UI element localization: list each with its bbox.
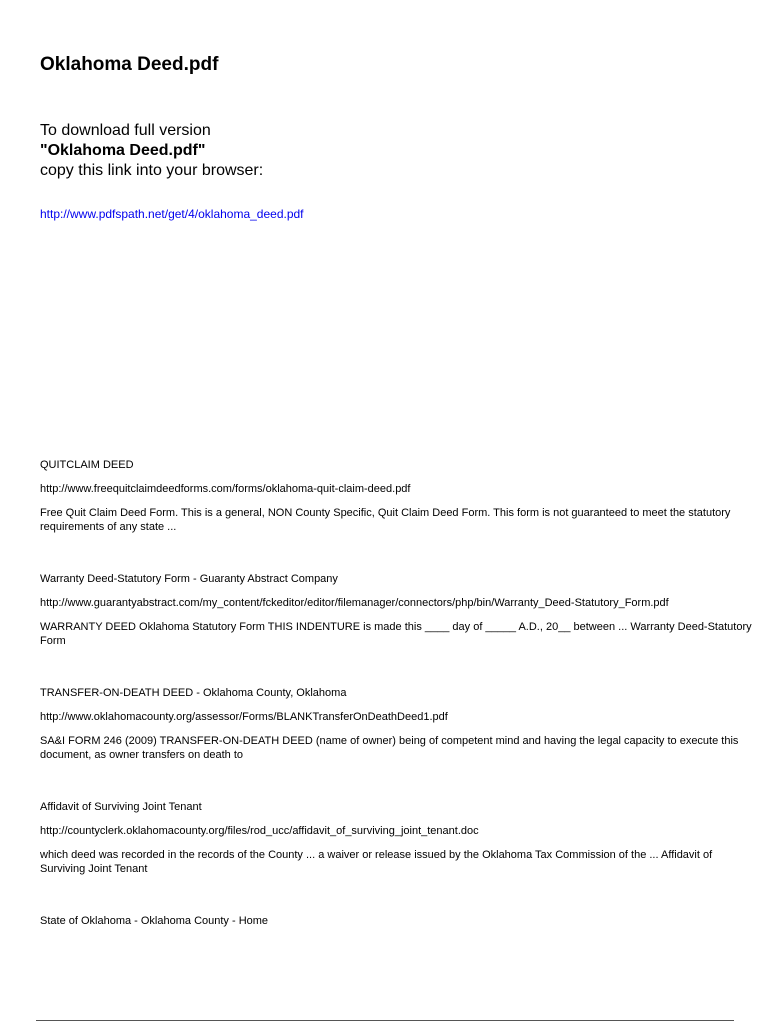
result-title: Affidavit of Surviving Joint Tenant (40, 801, 202, 813)
results-list (40, 458, 755, 966)
intro-line-3: copy this link into your browser: (40, 162, 264, 179)
result-description: SA&I FORM 246 (2009) TRANSFER-ON-DEATH DEED (name of owner) being of competent mind and having the legal capacity to execute this document, as owner transfers on death to (40, 735, 739, 761)
result-url: http://www.freequitclaimdeedforms.com/forms/oklahoma-quit-claim-deed.pdf (40, 483, 411, 495)
result-url: http://countyclerk.oklahomacounty.org/files/rod_ucc/affidavit_of_surviving_joint_tenant.doc (40, 825, 479, 837)
intro-filename: "Oklahoma Deed.pdf" (40, 142, 206, 159)
page-bottom-rule (36, 1020, 734, 1021)
result-url: http://www.guarantyabstract.com/my_content/fckeditor/editor/filemanager/connectors/php/bin/Warranty_Deed-Statutory_Form.pdf (40, 597, 669, 609)
result-item (40, 572, 755, 648)
result-title: TRANSFER-ON-DEATH DEED - Oklahoma County, Oklahoma (40, 687, 347, 699)
document-title: Oklahoma Deed.pdf (40, 54, 219, 75)
result-title: State of Oklahoma - Oklahoma County - Home (40, 915, 269, 927)
result-item (40, 686, 755, 762)
download-intro (40, 121, 263, 181)
result-description: Free Quit Claim Deed Form. This is a general, NON County Specific, Quit Claim Deed Form. This form is not guaranteed to meet the statutory requirements of any state ... (40, 507, 731, 533)
result-item (40, 800, 755, 876)
result-item (40, 914, 755, 928)
intro-line-1: To download full version (40, 122, 211, 139)
result-title: QUITCLAIM DEED (40, 459, 134, 471)
result-description: WARRANTY DEED Oklahoma Statutory Form THIS INDENTURE is made this ____ day of _____ A.D., 20__ between ... Warranty Deed-Statutory Form (40, 621, 752, 647)
result-url: http://www.oklahomacounty.org/assessor/Forms/BLANKTransferOnDeathDeed1.pdf (40, 711, 448, 723)
result-description: which deed was recorded in the records of the County ... a waiver or release issued by the Oklahoma Tax Commission of the ... Affidavit of Surviving Joint Tenant (40, 849, 713, 875)
result-title: Warranty Deed-Statutory Form - Guaranty Abstract Company (40, 573, 338, 585)
result-item (40, 458, 755, 534)
download-link[interactable]: http://www.pdfspath.net/get/4/oklahoma_deed.pdf (40, 207, 304, 221)
